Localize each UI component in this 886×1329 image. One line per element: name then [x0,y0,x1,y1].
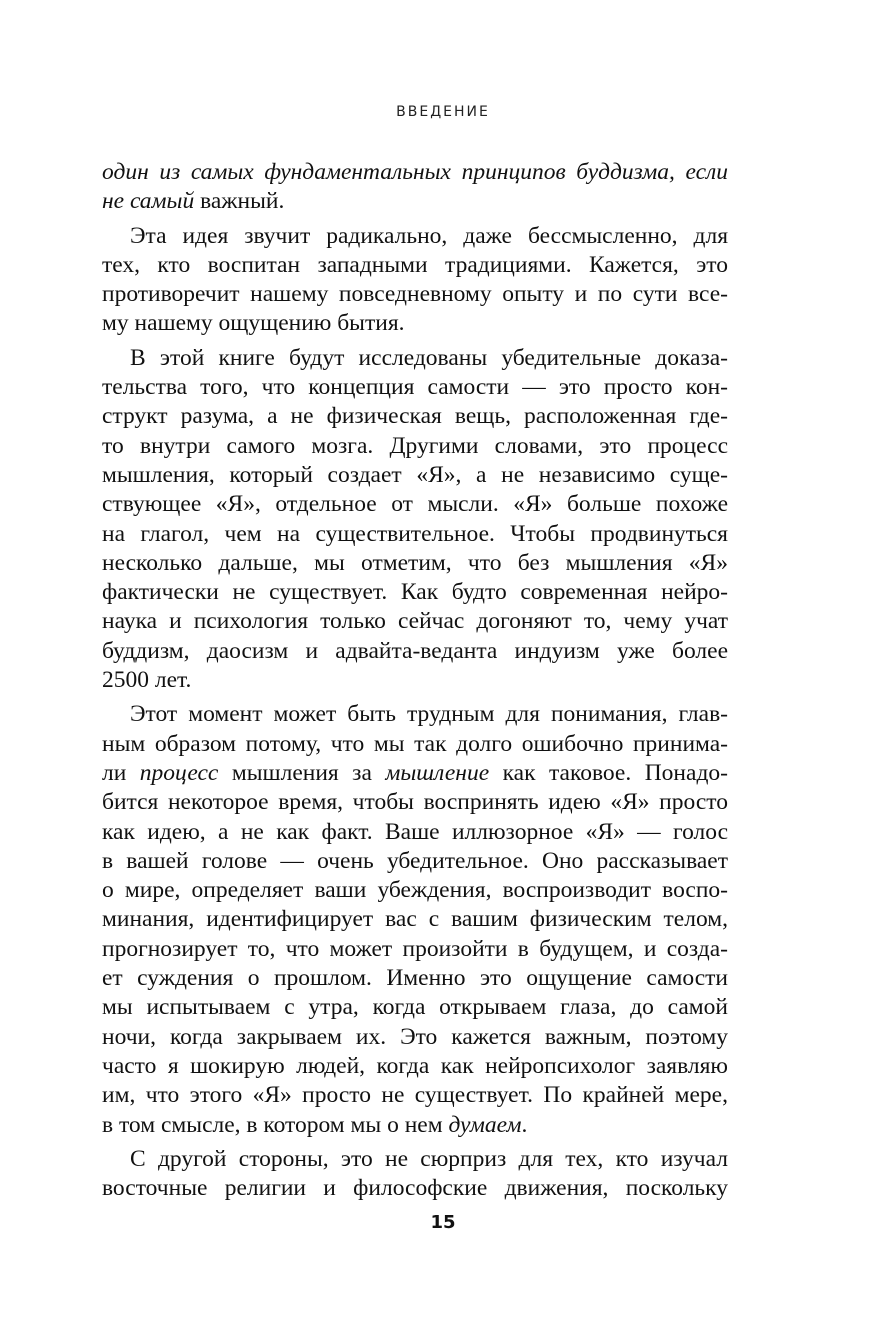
text-line [102,1081,728,1110]
text-segment: на глагол, чем на существительное. Чтобы продвинуться [102,520,728,547]
text-segment: буддизм, даосизм и адвайта-веданта индуизм уже более [102,637,728,664]
text-segment: противоречит нашему повседневному опыту и по сути все- [102,281,728,308]
page-number: 15 [430,1212,456,1233]
text-line [102,461,728,490]
running-head: ВВЕДЕНИЕ [396,104,490,120]
text-segment: ным образом потому, что мы так долго ошибочно принима- [102,730,728,757]
text-segment: мы испытываем с утра, когда открываем глаза, до самой [102,994,728,1021]
text-line [102,490,728,519]
text-line [102,373,728,402]
text-segment: . [521,1111,528,1138]
text-line [102,905,728,934]
text-segment: то внутри самого мозга. Другими словами, это процесс [102,432,728,459]
text-segment: прогнозирует то, что может произойти в будущем, и созда- [102,935,728,962]
text-segment: важный. [194,188,285,215]
text-line [102,876,728,905]
text-segment: 2500 лет. [102,667,192,694]
text-line [102,847,728,876]
text-segment: о мире, определяет ваши убеждения, воспроизводит воспо- [102,877,728,904]
text-segment: ет суждения о прошлом. Именно это ощущение самости [102,965,728,992]
text-line [102,578,728,607]
text-line [102,607,728,636]
text-line [102,549,728,578]
italic-text-segment: думаем [448,1111,522,1138]
text-segment: ли [102,759,140,786]
text-segment: им, что этого «Я» просто не существует. По крайней мере, [102,1082,728,1109]
text-line [102,187,728,216]
text-segment: часто я шокирую людей, когда как нейропсихолог заявляю [102,1052,728,1079]
text-segment: Этот момент может быть трудным для понимания, глав- [130,701,728,728]
text-segment: тех, кто воспитан западными традициями. Кажется, это [102,251,728,278]
text-segment: минания, идентифицирует вас с вашим физическим телом, [102,906,728,933]
body-text [102,158,728,1203]
text-segment: в вашей голове — очень убедительное. Оно рассказывает [102,847,728,874]
text-line [102,402,728,431]
text-line [102,818,728,847]
text-segment: ствующее «Я», отдельное от мысли. «Я» больше похоже [102,491,728,518]
text-line [102,1174,728,1203]
text-segment: С другой стороны, это не сюрприз для тех, кто изучал [130,1145,728,1172]
text-segment: фактически не существует. Как будто современная нейро- [102,579,728,606]
text-segment: бится некоторое время, чтобы воспринять идею «Я» просто [102,789,728,816]
text-line [102,1023,728,1052]
text-line [102,993,728,1022]
text-line [102,730,728,759]
text-segment: ночи, когда закрываем их. Это кажется важным, поэтому [102,1023,728,1050]
text-segment: В этой книге будут исследованы убедительные доказа- [130,344,728,371]
text-line [102,251,728,280]
text-line [102,935,728,964]
text-line [102,1111,728,1140]
italic-text-segment: один из самых фундаментальных принципов буддизма, если [102,159,728,185]
text-segment: тельства того, что концепция самости — это просто кон- [102,374,728,401]
text-segment: несколько дальше, мы отметим, что без мышления «Я» [102,549,728,576]
text-segment: как идею, а не как факт. Ваше иллюзорное «Я» — голос [102,818,728,845]
text-segment: структ разума, а не физическая вещь, расположенная где- [102,403,728,430]
text-line [102,1052,728,1081]
text-line [102,280,728,309]
text-line [102,964,728,993]
text-line [102,1145,728,1174]
text-line [102,158,728,187]
text-segment: мышления за [218,759,386,786]
italic-text-segment: мышление [385,759,490,786]
text-line [102,520,728,549]
text-line [102,666,728,695]
text-line [102,759,728,788]
text-segment: му нашему ощущению бытия. [102,310,405,337]
text-segment: восточные религии и философские движения, поскольку [102,1175,728,1202]
text-line [102,788,728,817]
text-line [102,700,728,729]
text-line [102,637,728,666]
text-segment: как таковое. Понадо- [489,759,728,786]
text-line [102,222,728,251]
text-segment: мышления, который создает «Я», а не независимо суще- [102,461,728,488]
text-line [102,309,728,338]
text-line [102,432,728,461]
text-segment: наука и психология только сейчас догоняют то, чему учат [102,608,728,635]
italic-text-segment: процесс [139,759,219,786]
text-line [102,344,728,373]
text-segment: Эта идея звучит радикально, даже бессмысленно, для [130,222,728,249]
text-segment: в том смысле, в котором мы о нем [102,1111,449,1138]
italic-text-segment: не самый [102,188,195,215]
